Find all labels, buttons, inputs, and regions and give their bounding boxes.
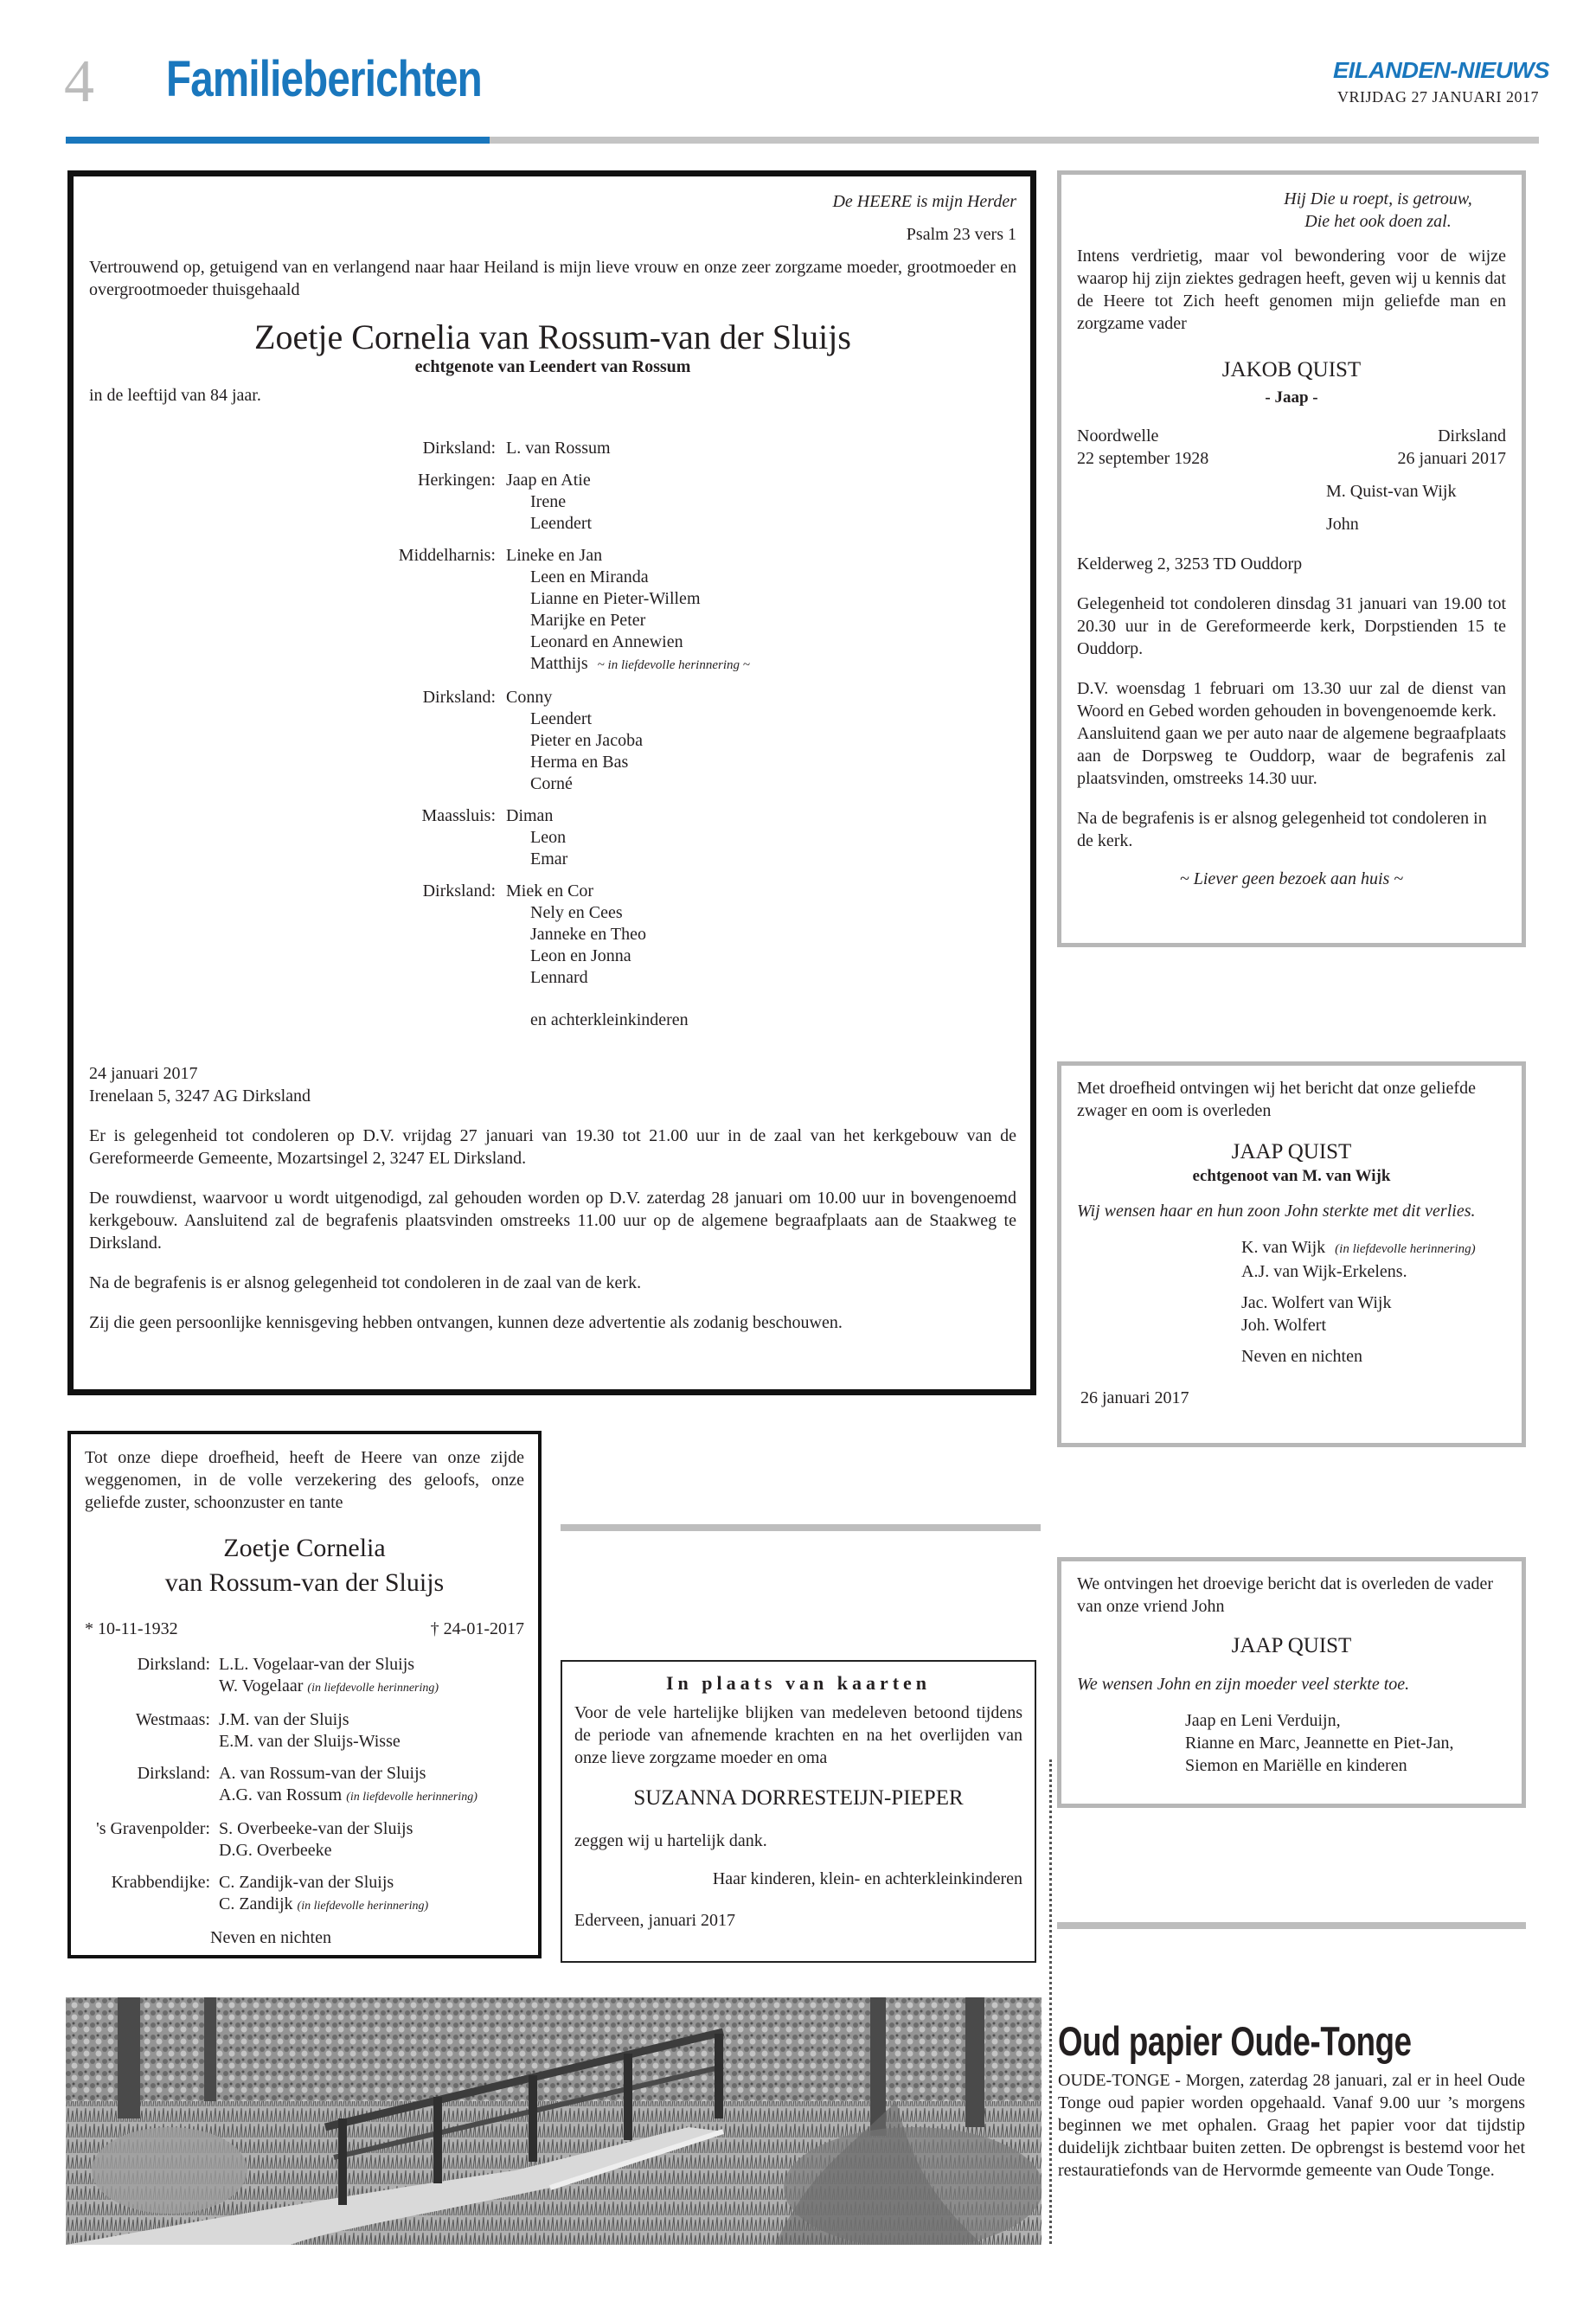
obituary-sluijs-siblings [67,1431,542,1958]
life-dates: * 10-11-1932 † 24-01-2017 [85,1619,524,1638]
spouse-line: echtgenoot van M. van Wijk [1192,1167,1391,1185]
family-list: Dirksland: L. van Rossum Herkingen: Jaap en Atie Irene Leendert Middelharnis: Lineke en Jan Leen en Miranda Lianne en Pieter-Willem Marijke en Peter Leonard en Annewien Matthijs ~ in liefdevolle herinnering ~ Dirksland: Conny Leendert Pieter en Jacoba Herma en Bas Corné Maassluis: Diman Leon Emar Dirksland: Miek en Cor Nely en Cees Janneke en Theo Leon en Jonna Lennard en achterkleinkinderen [398,439,750,1029]
nickname: - Jaap - [1265,388,1318,407]
place-date: Ederveen, januari 2017 [574,1911,736,1930]
column-rule [1057,1922,1526,1929]
deceased-name: SUZANNA DORRESTEIJN-PIEPER [633,1786,964,1810]
deceased-name: Zoetje Cornelia van Rossum-van der Sluijs [254,317,851,356]
family-line-5: Neven en nichten [1241,1347,1362,1366]
burial-info: Aansluitend gaan we per auto naar de algemene begraafplaats aan de Dorpsweg te Ouddorp, waar de begrafenis zal plaatsvinden, omstreeks 14.30 uur. [1077,724,1506,788]
after-info: Na de begrafenis is er alsnog gelegenheid tot condoleren in de zaal van de kerk. [89,1273,642,1292]
intro: Tot onze diepe droefheid, heeft de Heere van onze zijde weggenomen, in de volle verzekering des geloofs, onze geliefde zuster, schoonzuster en tante [85,1448,524,1512]
verse-line-1: Hij Die u roept, is getrouw, [1284,189,1472,208]
service-info: D.V. woensdag 1 februari om 13.30 uur zal de dienst van Woord en Gebed worden gehouden in bovengenoemde kerk. [1077,679,1506,721]
family-line-2: A.J. van Wijk-Erkelens. [1241,1262,1407,1281]
family-line-4: Joh. Wolfert [1241,1316,1327,1335]
spouse-line: echtgenote van Leendert van Rossum [414,357,691,376]
article-body: OUDE-TONGE - Morgen, zaterdag 28 januari, zal er in heel Oude Tonge oud papier worden opgehaald. Vanaf 9.00 uur ’s morgens beginnen we met ophalen. Graag het papier voor dat tijdstip duidelijk zichtbaar buiten zetten. De opbrengst is bestemd voor het restauratiefonds van de Hervormde gemeente van Oude Tonge. [1058,2071,1525,2180]
thanks-dorresteijn [561,1660,1036,1963]
date-line: 24 januari 2017 [89,1064,198,1083]
heading: In plaats van kaarten [665,1672,932,1694]
family-line-3: Siemon en Mariëlle en kinderen [1185,1756,1407,1775]
family-line-3: Jac. Wolfert van Wijk [1241,1293,1392,1312]
condolence-info: Gelegenheid tot condoleren dinsdag 31 januari van 19.00 tot 20.30 uur in de Gereformeerde kerk, Dorpstienden 15 te Ouddorp. [1077,594,1506,658]
closing-line: Neven en nichten [210,1928,331,1947]
masthead-logo: EILANDEN-NIEUWS [1332,57,1549,83]
landscape-photo [66,1997,1042,2245]
intro: Vertrouwend op, getuigend van en verlangend naar haar Heiland is mijn lieve vrouw en onze zeer zorgzame moeder, grootmoeder en overgrootmoeder thuisgehaald [89,258,1016,299]
service-info: De rouwdienst, waarvoor u wordt uitgenodigd, zal gehouden worden op D.V. zaterdag 28 januari om 10.00 uur in bovengenoemd kerkgebouw. Aansluitend zal de begrafenis plaatsvinden omstreeks 11.00 uur op de algemene begraafplaats aan de Staakweg te Dirksland. [89,1189,1016,1253]
column-separator [1049,1759,1052,2244]
memoriam-note: (in liefdevolle herinnering) [1335,1242,1476,1256]
family-line-1: M. Quist-van Wijk [1326,482,1457,501]
condolence-info: Er is gelegenheid tot condoleren op D.V. vrijdag 27 januari van 19.30 tot 21.00 uur in de zaal van het kerkgebouw van de Gereformeerde Gemeente, Mozartsingel 2, 3247 EL Dirksland. [89,1126,1016,1168]
address-line: Kelderweg 2, 3253 TD Ouddorp [1077,554,1303,574]
intro: Voor de vele hartelijke blijken van medeleven betoond tijdens de periode van afnemende krachten en na het overlijden van onze lieve zorgzame moeder en oma [574,1703,1022,1767]
thanks-line: zeggen wij u hartelijk dank. [574,1831,767,1850]
obituary-main [67,170,1036,1395]
life-dates: Noordwelle 22 september 1928 Dirksland 26 januari 2017 [1077,426,1506,468]
obituary-quist-family [1057,170,1526,947]
deceased-name: JAAP QUIST [1231,1140,1352,1163]
intro: Intens verdrietig, maar vol bewondering voor de wijze waarop hij zijn ziektes gedragen heeft, geven wij u kennis dat de Heere tot Zich heeft genomen mijn geliefde man en zorgzame vader [1077,247,1506,333]
family-line-2: John [1326,515,1359,534]
closing-line: ~ Liever geen bezoek aan huis ~ [1179,869,1404,888]
deceased-name: JAAP QUIST [1231,1634,1352,1657]
deceased-name-line-2: van Rossum-van der Sluijs [164,1568,445,1597]
intro: Met droefheid ontvingen wij het bericht dat onze geliefde zwager en oom is overleden [1077,1079,1476,1120]
deceased-name: JAKOB QUIST [1221,358,1362,381]
header-rule [490,137,1539,144]
verse-line-2: Die het ook doen zal. [1304,212,1452,231]
verse-ref: Psalm 23 vers 1 [906,225,1016,244]
issue-date: VRIJDAG 27 JANUARI 2017 [1336,88,1539,106]
obituary-quist-friends [1057,1557,1526,1808]
obituary-quist-inlaws [1057,1061,1526,1447]
intro: We ontvingen het droevige bericht dat is overleden de vader van onze vriend John [1077,1574,1493,1616]
section-title: Familieberichten [166,51,482,107]
address-line: Irenelaan 5, 3247 AG Dirksland [89,1086,311,1106]
wish-line: Wij wensen haar en hun zoon John sterkte met dit verlies. [1077,1202,1476,1221]
header-rule-accent [66,137,490,144]
after-info: Na de begrafenis is er alsnog gelegenheid tot condoleren in de kerk. [1077,809,1487,850]
notice-line: Zij die geen persoonlijke kennisgeving hebben ontvangen, kunnen deze advertentie als zodanig beschouwen. [89,1313,843,1332]
signed-line: Haar kinderen, klein- en achterkleinkinderen [712,1869,1022,1888]
family-line-1: K. van Wijk [1241,1238,1326,1257]
column-rule [561,1524,1041,1531]
date-line: 26 januari 2017 [1080,1388,1189,1407]
memoriam-note: ~ in liefdevolle herinnering ~ [597,658,750,672]
age-line: in de leeftijd van 84 jaar. [89,386,261,405]
deceased-name-line-1: Zoetje Cornelia [223,1534,386,1562]
wish-line: We wensen John en zijn moeder veel sterkte toe. [1077,1675,1410,1694]
article-headline: Oud papier Oude-Tonge [1058,2018,1412,2064]
grandchildren-line: en achterkleinkinderen [530,1010,689,1029]
verse: De HEERE is mijn Herder [832,192,1016,211]
family-list: Dirksland: L.L. Vogelaar-van der Sluijs W. Vogelaar (in liefdevolle herinnering) Westmaas: J.M. van der Sluijs E.M. van der Sluijs-Wisse Dirksland: A. van Rossum-van der Sluijs A.G. van Rossum (in liefdevolle herinnering) 's Gravenpolder: S. Overbeeke-van der Sluijs D.G. Overbeeke Krabbendijke: C. Zandijk-van der Sluijs C. Zandijk (in liefdevolle herinnering) Neven en nichten [96,1655,478,1947]
family-line-2: Rianne en Marc, Jeannette en Piet-Jan, [1185,1734,1454,1753]
family-line-1: Jaap en Leni Verduijn, [1185,1711,1341,1730]
page-number: 4 [64,48,94,115]
